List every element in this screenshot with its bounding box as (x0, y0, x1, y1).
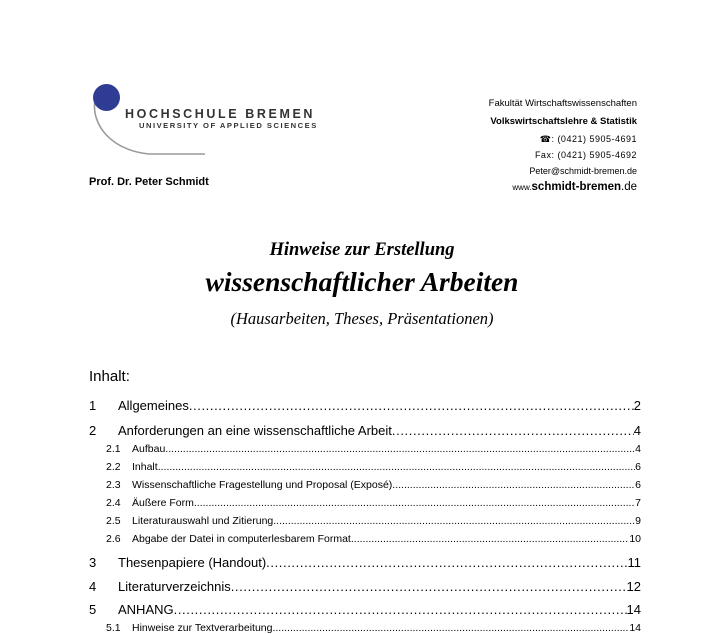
toc-page: 2 (633, 398, 641, 413)
toc-label: Thesenpapiere (Handout) (118, 555, 267, 570)
toc-number: 2.3 (106, 479, 121, 491)
telephone-icon: ☎ (539, 134, 552, 144)
faculty-name: Fakultät Wirtschaftswissenschaften (488, 98, 637, 109)
toc-number: 5.1 (106, 622, 121, 634)
toc-number: 2 (89, 423, 97, 438)
toc-page: 14 (629, 622, 641, 634)
website-link[interactable] (512, 181, 637, 193)
toc-number: 2.5 (106, 515, 121, 527)
toc-entry[interactable] (106, 461, 641, 473)
toc-page: 9 (635, 515, 641, 527)
title-line-2: wissenschaftlicher Arbeiten (205, 266, 519, 297)
toc-number: 5 (89, 602, 97, 617)
logo-subtitle: UNIVERSITY OF APPLIED SCIENCES (139, 121, 318, 130)
toc-leader (351, 533, 629, 545)
toc-leader (194, 497, 635, 509)
toc-entry[interactable] (89, 398, 641, 413)
toc-entry[interactable] (89, 602, 641, 617)
department-name: Volkswirtschaftslehre & Statistik (490, 116, 637, 127)
toc-label: Abgabe der Datei in computerlesbarem Format (132, 533, 351, 545)
phone-line (540, 134, 637, 145)
toc-label: ANHANG (118, 602, 174, 617)
toc-page: 6 (635, 461, 641, 473)
toc-label: Allgemeines (118, 398, 189, 413)
toc-entry[interactable] (106, 515, 641, 527)
email-link[interactable]: Peter@schmidt-bremen.de (529, 166, 637, 176)
toc-leader (158, 461, 635, 473)
toc-entry[interactable] (106, 443, 641, 455)
toc-number: 2.1 (106, 443, 121, 455)
logo-name: HOCHSCHULE BREMEN (125, 107, 316, 121)
toc-label: Anforderungen an eine wissenschaftliche Arbeit (118, 423, 392, 438)
title-line-3: (Hausarbeiten, Theses, Präsentationen) (230, 309, 494, 328)
toc-number: 2.4 (106, 497, 121, 509)
title-line-1: Hinweise zur Erstellung (269, 240, 455, 260)
toc-label: Hinweise zur Textverarbeitung (132, 622, 273, 634)
toc-leader (231, 579, 627, 594)
toc-page: 7 (635, 497, 641, 509)
toc-page: 14 (626, 602, 641, 617)
toc-leader (189, 398, 634, 413)
toc-entry[interactable] (106, 533, 641, 545)
toc-number: 2.6 (106, 533, 121, 545)
toc-label: Literaturauswahl und Zitierung (132, 515, 274, 527)
toc-entry[interactable] (106, 479, 641, 491)
author-name: Prof. Dr. Peter Schmidt (89, 176, 209, 188)
toc-entry[interactable] (106, 622, 641, 634)
logo-circle (93, 84, 120, 111)
web-domain: schmidt-bremen (531, 181, 621, 193)
toc-label: Äußere Form (132, 497, 194, 509)
toc-leader (392, 479, 635, 491)
toc-leader (273, 515, 635, 527)
toc-leader (272, 622, 629, 634)
toc-number: 4 (89, 579, 97, 594)
toc-page: 6 (635, 479, 641, 491)
toc-label: Wissenschaftliche Fragestellung und Proposal (Exposé) (132, 479, 393, 491)
toc-entry[interactable] (89, 555, 641, 570)
toc-page: 4 (633, 423, 641, 438)
toc-leader (174, 602, 627, 617)
toc-page: 12 (626, 579, 641, 594)
fax-line: Fax: (0421) 5905-4692 (534, 150, 637, 160)
web-tld: .de (621, 181, 637, 193)
toc-entry[interactable] (106, 497, 641, 509)
toc-label: Inhalt (132, 461, 158, 473)
toc-page: 11 (627, 555, 641, 570)
toc-leader (392, 423, 634, 438)
toc-leader (165, 443, 635, 455)
toc-label: Aufbau (132, 443, 166, 455)
toc-leader (266, 555, 627, 570)
toc-heading: Inhalt: (89, 368, 130, 385)
toc-number: 1 (89, 398, 97, 413)
phone-number: : (0421) 5905-4691 (551, 134, 637, 144)
toc-page: 4 (635, 443, 641, 455)
toc-entry[interactable] (89, 579, 641, 594)
toc-number: 2.2 (106, 461, 121, 473)
web-prefix: www. (512, 183, 532, 192)
toc-entry[interactable] (89, 423, 641, 438)
toc-label: Literaturverzeichnis (118, 579, 231, 594)
toc-page: 10 (629, 533, 641, 545)
toc-number: 3 (89, 555, 97, 570)
